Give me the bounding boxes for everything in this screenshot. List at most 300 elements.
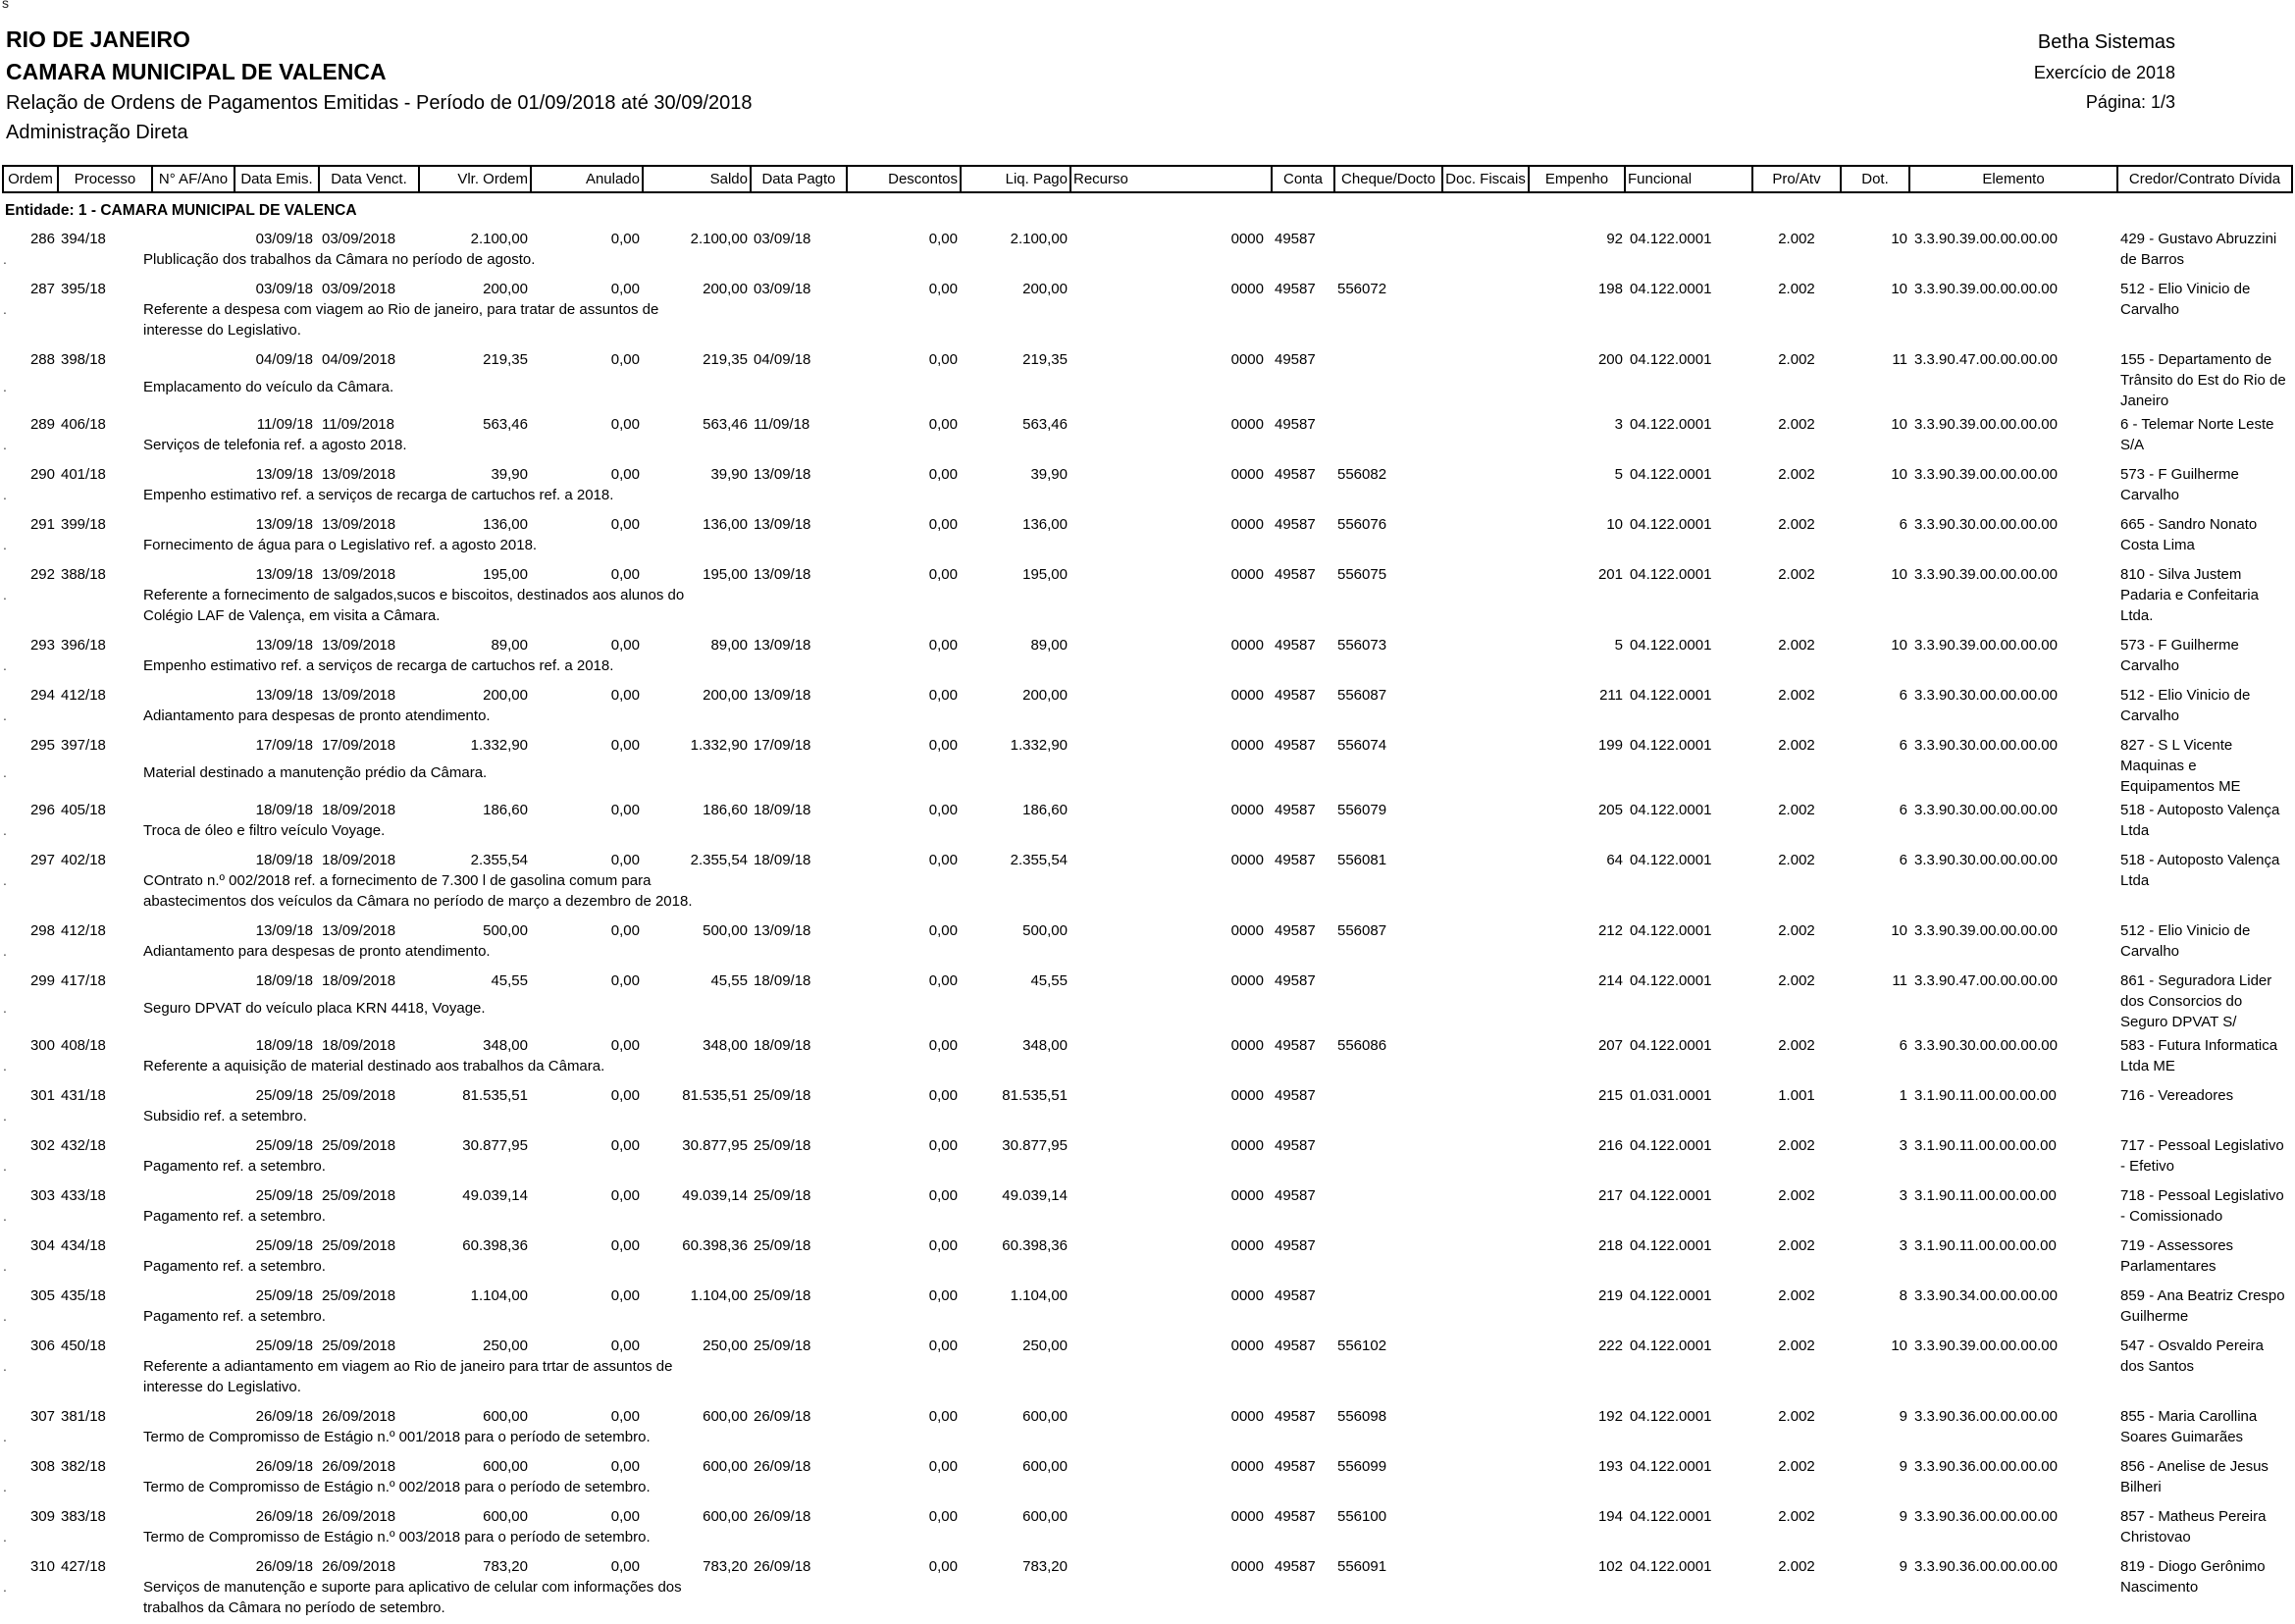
left-margin-dot: . [3, 1108, 7, 1124]
cell-recurso: 0000 [1230, 416, 1264, 433]
cell-cheque_docto [1334, 1132, 1442, 1156]
cell-data_pagto: 26/09/18 [754, 1408, 811, 1425]
cell-recurso: 0000 [1230, 802, 1264, 818]
cell-af_ano [152, 1182, 235, 1206]
cell-anulado: 0,00 [610, 351, 640, 368]
cell-data_emis: 13/09/18 [255, 922, 313, 939]
cell-credor: 719 - Assessores Parlamentares [2120, 1237, 2234, 1275]
cell-cheque_docto: 556087 [1337, 687, 1387, 704]
cell-af_ano [152, 917, 235, 941]
cell-elemento: 3.3.90.30.00.00.00.00 [1914, 687, 2058, 704]
left-margin-dot: . [3, 1308, 7, 1324]
cell-af_ano [152, 1453, 235, 1477]
cell-ordem: 306 [29, 1337, 55, 1354]
cell-liq_pago: 2.100,00 [1010, 231, 1068, 247]
row-description: COntrato n.º 002/2018 ref. a fornecimento de 7.300 l de gasolina comum para abastecimentos dos veículos da Câmara no período de março a dezembro de 2018. [143, 872, 693, 910]
cell-descontos: 0,00 [928, 687, 958, 704]
cell-vlr_ordem: 186,60 [483, 802, 528, 818]
row-description: Adiantamento para despesas de pronto atendimento. [143, 707, 491, 724]
cell-elemento: 3.3.90.39.00.00.00.00 [1914, 231, 2058, 247]
report-header-left [6, 24, 753, 147]
cell-anulado: 0,00 [610, 416, 640, 433]
cell-data_venct: 17/09/2018 [322, 737, 396, 754]
cell-data_venct: 26/09/2018 [322, 1558, 396, 1575]
cell-recurso: 0000 [1230, 1337, 1264, 1354]
cell-doc_fiscais [1442, 1453, 1529, 1477]
row-description: Fornecimento de água para o Legislativo ref. a agosto 2018. [143, 537, 538, 553]
cell-vlr_ordem: 49.039,14 [462, 1187, 528, 1204]
cell-af_ano [152, 1503, 235, 1527]
cell-conta: 49587 [1275, 852, 1316, 868]
cell-descontos: 0,00 [928, 1337, 958, 1354]
cell-data_pagto: 18/09/18 [754, 1037, 811, 1054]
cell-empenho: 200 [1597, 351, 1623, 368]
cell-dot: 6 [1899, 516, 1907, 533]
cell-descontos: 0,00 [928, 351, 958, 368]
cell-funcional: 04.122.0001 [1630, 1137, 1712, 1154]
cell-descontos: 0,00 [928, 281, 958, 297]
cell-recurso: 0000 [1230, 516, 1264, 533]
cell-conta: 49587 [1275, 1458, 1316, 1475]
cell-elemento: 3.1.90.11.00.00.00.00 [1914, 1237, 2057, 1254]
cell-data_venct: 25/09/2018 [322, 1237, 396, 1254]
cell-pro_atv: 2.002 [1778, 972, 1815, 989]
cell-recurso: 0000 [1230, 231, 1264, 247]
cell-pro_atv: 2.002 [1778, 281, 1815, 297]
cell-dot: 6 [1899, 852, 1907, 868]
cell-vlr_ordem: 30.877,95 [462, 1137, 528, 1154]
cell-data_pagto: 25/09/18 [754, 1287, 811, 1304]
cell-dot: 10 [1891, 1337, 1907, 1354]
cell-descontos: 0,00 [928, 1287, 958, 1304]
cell-saldo: 81.535,51 [682, 1087, 748, 1104]
cell-processo: 382/18 [61, 1458, 106, 1475]
cell-credor: 861 - Seguradora Lider dos Consorcios do Seguro DPVAT S/ [2120, 972, 2272, 1030]
cell-doc_fiscais [1442, 1182, 1529, 1206]
row-description: Pagamento ref. a setembro. [143, 1208, 326, 1225]
cell-cheque_docto: 556072 [1337, 281, 1387, 297]
cell-data_venct: 13/09/2018 [322, 466, 396, 483]
cell-conta: 49587 [1275, 972, 1316, 989]
cell-dot: 8 [1899, 1287, 1907, 1304]
cell-af_ano [152, 1032, 235, 1056]
column-header: Doc. Fiscais [1442, 166, 1529, 192]
row-description: Material destinado a manutenção prédio da Câmara. [143, 764, 488, 782]
cell-processo: 401/18 [61, 466, 106, 483]
cell-elemento: 3.3.90.39.00.00.00.00 [1914, 281, 2058, 297]
cell-data_pagto: 18/09/18 [754, 802, 811, 818]
cell-data_pagto: 25/09/18 [754, 1337, 811, 1354]
cell-ordem: 303 [29, 1187, 55, 1204]
cell-funcional: 04.122.0001 [1630, 1037, 1712, 1054]
cell-af_ano [152, 797, 235, 820]
cell-recurso: 0000 [1230, 1408, 1264, 1425]
cell-elemento: 3.3.90.30.00.00.00.00 [1914, 852, 2058, 868]
left-margin-dot: . [3, 537, 7, 552]
cell-pro_atv: 2.002 [1778, 1287, 1815, 1304]
left-margin-dot: . [3, 822, 7, 838]
cell-elemento: 3.3.90.39.00.00.00.00 [1914, 416, 2058, 433]
cell-ordem: 287 [29, 281, 55, 297]
cell-af_ano [152, 847, 235, 870]
cell-funcional: 04.122.0001 [1630, 351, 1712, 368]
cell-data_emis: 04/09/18 [255, 351, 313, 368]
cell-credor: 429 - Gustavo Abruzzini de Barros [2120, 231, 2277, 268]
cell-funcional: 04.122.0001 [1630, 687, 1712, 704]
cell-conta: 49587 [1275, 416, 1316, 433]
cell-cheque_docto [1334, 1082, 1442, 1106]
cell-conta: 49587 [1275, 1087, 1316, 1104]
row-description: Referente a adiantamento em viagem ao Rio de janeiro para trtar de assuntos de interesse do Legislativo. [143, 1358, 673, 1395]
cell-pro_atv: 2.002 [1778, 922, 1815, 939]
cell-saldo: 348,00 [703, 1037, 748, 1054]
cell-liq_pago: 39,90 [1030, 466, 1068, 483]
cell-conta: 49587 [1275, 1037, 1316, 1054]
cell-funcional: 04.122.0001 [1630, 1237, 1712, 1254]
cell-af_ano [152, 276, 235, 299]
row-description: Referente a aquisição de material destinado aos trabalhos da Câmara. [143, 1058, 605, 1074]
cell-funcional: 04.122.0001 [1630, 1187, 1712, 1204]
cell-anulado: 0,00 [610, 922, 640, 939]
cell-dot: 6 [1899, 802, 1907, 818]
cell-data_pagto: 26/09/18 [754, 1458, 811, 1475]
cell-data_pagto: 18/09/18 [754, 852, 811, 868]
entity-section [3, 192, 2292, 226]
left-margin-dot: . [3, 1058, 7, 1074]
cell-anulado: 0,00 [610, 516, 640, 533]
cell-processo: 396/18 [61, 637, 106, 654]
row-description: Troca de óleo e filtro veículo Voyage. [143, 822, 386, 839]
cell-cheque_docto: 556075 [1337, 566, 1387, 583]
cell-funcional: 01.031.0001 [1630, 1087, 1712, 1104]
cell-pro_atv: 2.002 [1778, 566, 1815, 583]
cell-pro_atv: 2.002 [1778, 1237, 1815, 1254]
cell-conta: 49587 [1275, 802, 1316, 818]
cell-vlr_ordem: 600,00 [483, 1408, 528, 1425]
cell-data_pagto: 11/09/18 [754, 416, 810, 433]
cell-ordem: 310 [29, 1558, 55, 1575]
table-row [3, 1403, 2292, 1453]
cell-empenho: 219 [1597, 1287, 1623, 1304]
cell-credor: 810 - Silva Justem Padaria e Confeitaria Ltda. [2120, 566, 2259, 624]
cell-data_pagto: 18/09/18 [754, 972, 811, 989]
cell-anulado: 0,00 [610, 1187, 640, 1204]
cell-data_venct: 26/09/2018 [322, 1508, 396, 1525]
cell-recurso: 0000 [1230, 1558, 1264, 1575]
cell-data_venct: 18/09/2018 [322, 1037, 396, 1054]
cell-dot: 10 [1891, 922, 1907, 939]
column-header: Descontos [847, 166, 961, 192]
cell-liq_pago: 563,46 [1022, 416, 1068, 433]
cell-descontos: 0,00 [928, 1087, 958, 1104]
cell-credor: 855 - Maria Carollina Soares Guimarães [2120, 1408, 2258, 1445]
cell-descontos: 0,00 [928, 416, 958, 433]
cell-elemento: 3.3.90.30.00.00.00.00 [1914, 1037, 2058, 1054]
cell-saldo: 600,00 [703, 1508, 748, 1525]
table-row [3, 1182, 2292, 1232]
cell-processo: 405/18 [61, 802, 106, 818]
cell-credor: 518 - Autoposto Valença Ltda [2120, 802, 2280, 839]
column-header: Saldo [643, 166, 751, 192]
cell-anulado: 0,00 [610, 687, 640, 704]
cell-pro_atv: 2.002 [1778, 852, 1815, 868]
cell-vlr_ordem: 783,20 [483, 1558, 528, 1575]
cell-recurso: 0000 [1230, 1187, 1264, 1204]
cell-liq_pago: 186,60 [1022, 802, 1068, 818]
cell-cheque_docto: 556098 [1337, 1408, 1387, 1425]
table-header-row [3, 166, 2292, 192]
cell-funcional: 04.122.0001 [1630, 1337, 1712, 1354]
cell-data_venct: 25/09/2018 [322, 1337, 396, 1354]
cell-data_pagto: 25/09/18 [754, 1237, 811, 1254]
cell-vlr_ordem: 89,00 [491, 637, 528, 654]
cell-ordem: 292 [29, 566, 55, 583]
cell-credor: 665 - Sandro Nonato Costa Lima [2120, 516, 2258, 553]
cell-ordem: 291 [29, 516, 55, 533]
cell-saldo: 1.104,00 [690, 1287, 748, 1304]
cell-liq_pago: 136,00 [1022, 516, 1068, 533]
cell-pro_atv: 2.002 [1778, 1558, 1815, 1575]
cell-recurso: 0000 [1230, 1137, 1264, 1154]
cell-descontos: 0,00 [928, 637, 958, 654]
cell-anulado: 0,00 [610, 1508, 640, 1525]
cell-vlr_ordem: 250,00 [483, 1337, 528, 1354]
cell-data_venct: 25/09/2018 [322, 1187, 396, 1204]
cell-data_pagto: 17/09/18 [754, 737, 811, 754]
cell-conta: 49587 [1275, 922, 1316, 939]
cell-empenho: 102 [1597, 1558, 1623, 1575]
cell-descontos: 0,00 [928, 802, 958, 818]
cell-pro_atv: 2.002 [1778, 1458, 1815, 1475]
cell-credor: 573 - F Guilherme Carvalho [2120, 466, 2239, 503]
row-description: Termo de Compromisso de Estágio n.º 002/2018 para o período de setembro. [143, 1479, 651, 1495]
cell-elemento: 3.3.90.34.00.00.00.00 [1914, 1287, 2058, 1304]
cell-saldo: 783,20 [703, 1558, 748, 1575]
left-margin-dot: . [3, 1529, 7, 1545]
cell-pro_atv: 2.002 [1778, 1408, 1815, 1425]
cell-descontos: 0,00 [928, 1558, 958, 1575]
left-margin-dot: . [3, 379, 7, 395]
cell-conta: 49587 [1275, 1137, 1316, 1154]
row-description: Plublicação dos trabalhos da Câmara no período de agosto. [143, 251, 536, 268]
cell-data_venct: 13/09/2018 [322, 566, 396, 583]
cell-funcional: 04.122.0001 [1630, 281, 1712, 297]
cell-empenho: 192 [1597, 1408, 1623, 1425]
cell-recurso: 0000 [1230, 281, 1264, 297]
cell-credor: 819 - Diogo Gerônimo Nascimento [2120, 1558, 2266, 1596]
cell-af_ano [152, 632, 235, 655]
cell-data_venct: 13/09/2018 [322, 922, 396, 939]
cell-conta: 49587 [1275, 1558, 1316, 1575]
column-header: Elemento [1909, 166, 2117, 192]
left-margin-dot: . [3, 301, 7, 317]
cell-saldo: 200,00 [703, 281, 748, 297]
cell-af_ano [152, 968, 235, 998]
cell-recurso: 0000 [1230, 1237, 1264, 1254]
cell-ordem: 304 [29, 1237, 55, 1254]
left-margin-dot: . [3, 943, 7, 959]
cell-credor: 718 - Pessoal Legislativo - Comissionado [2120, 1187, 2284, 1225]
cell-pro_atv: 2.002 [1778, 802, 1815, 818]
cell-saldo: 39,90 [710, 466, 748, 483]
cell-credor: 547 - Osvaldo Pereira dos Santos [2120, 1337, 2264, 1375]
cell-descontos: 0,00 [928, 1237, 958, 1254]
table-row [3, 411, 2292, 461]
cell-vlr_ordem: 348,00 [483, 1037, 528, 1054]
cell-funcional: 04.122.0001 [1630, 972, 1712, 989]
cell-data_pagto: 04/09/18 [754, 351, 811, 368]
cell-saldo: 500,00 [703, 922, 748, 939]
cell-descontos: 0,00 [928, 231, 958, 247]
cell-empenho: 5 [1614, 637, 1623, 654]
left-margin-dot: . [3, 707, 7, 723]
cell-ordem: 301 [29, 1087, 55, 1104]
cell-cheque_docto: 556081 [1337, 852, 1387, 868]
cell-af_ano [152, 1553, 235, 1577]
cell-conta: 49587 [1275, 1508, 1316, 1525]
cell-descontos: 0,00 [928, 1187, 958, 1204]
left-margin-dot: . [3, 251, 7, 267]
cell-conta: 49587 [1275, 637, 1316, 654]
left-margin-dot: . [3, 437, 7, 452]
cell-recurso: 0000 [1230, 1458, 1264, 1475]
cell-liq_pago: 81.535,51 [1002, 1087, 1068, 1104]
cell-recurso: 0000 [1230, 637, 1264, 654]
cell-cheque_docto [1334, 1232, 1442, 1256]
cell-liq_pago: 60.398,36 [1002, 1237, 1068, 1254]
cell-saldo: 600,00 [703, 1458, 748, 1475]
cell-recurso: 0000 [1230, 852, 1264, 868]
cell-data_pagto: 03/09/18 [754, 281, 811, 297]
cell-data_emis: 26/09/18 [255, 1408, 313, 1425]
column-header: Cheque/Docto [1334, 166, 1442, 192]
cell-dot: 10 [1891, 566, 1907, 583]
cell-data_venct: 04/09/2018 [322, 351, 396, 368]
cell-recurso: 0000 [1230, 687, 1264, 704]
cell-ordem: 293 [29, 637, 55, 654]
cell-dot: 6 [1899, 687, 1907, 704]
cell-vlr_ordem: 45,55 [491, 972, 528, 989]
cell-anulado: 0,00 [610, 1137, 640, 1154]
cell-empenho: 217 [1597, 1187, 1623, 1204]
row-description: Pagamento ref. a setembro. [143, 1308, 326, 1325]
cell-doc_fiscais [1442, 732, 1529, 762]
cell-saldo: 49.039,14 [682, 1187, 748, 1204]
cell-cheque_docto [1334, 226, 1442, 249]
cell-processo: 395/18 [61, 281, 106, 297]
cell-elemento: 3.1.90.11.00.00.00.00 [1914, 1187, 2057, 1204]
cell-vlr_ordem: 600,00 [483, 1458, 528, 1475]
cell-empenho: 214 [1597, 972, 1623, 989]
cell-anulado: 0,00 [610, 1458, 640, 1475]
cell-elemento: 3.3.90.39.00.00.00.00 [1914, 466, 2058, 483]
cell-doc_fiscais [1442, 968, 1529, 998]
cell-elemento: 3.3.90.39.00.00.00.00 [1914, 922, 2058, 939]
cell-elemento: 3.3.90.47.00.00.00.00 [1914, 972, 2058, 989]
cell-recurso: 0000 [1230, 566, 1264, 583]
left-margin-dot: . [3, 1158, 7, 1174]
cell-processo: 433/18 [61, 1187, 106, 1204]
cell-descontos: 0,00 [928, 516, 958, 533]
cell-vlr_ordem: 600,00 [483, 1508, 528, 1525]
cell-processo: 388/18 [61, 566, 106, 583]
cell-empenho: 222 [1597, 1337, 1623, 1354]
cell-liq_pago: 600,00 [1022, 1508, 1068, 1525]
report-title: Relação de Ordens de Pagamentos Emitidas - Período de 01/09/2018 até 30/09/2018 [6, 92, 753, 114]
cell-anulado: 0,00 [610, 972, 640, 989]
cell-data_venct: 25/09/2018 [322, 1287, 396, 1304]
cell-processo: 408/18 [61, 1037, 106, 1054]
cell-empenho: 5 [1614, 466, 1623, 483]
cell-pro_atv: 2.002 [1778, 351, 1815, 368]
cell-elemento: 3.3.90.30.00.00.00.00 [1914, 802, 2058, 818]
cell-elemento: 3.3.90.36.00.00.00.00 [1914, 1458, 2058, 1475]
cell-descontos: 0,00 [928, 566, 958, 583]
cell-af_ano [152, 346, 235, 377]
cell-data_emis: 13/09/18 [255, 637, 313, 654]
cell-dot: 3 [1899, 1187, 1907, 1204]
cell-liq_pago: 195,00 [1022, 566, 1068, 583]
left-margin-dot: . [3, 1579, 7, 1595]
table-row [3, 732, 2292, 797]
cell-empenho: 3 [1614, 416, 1623, 433]
cell-processo: 397/18 [61, 737, 106, 754]
cell-cheque_docto: 556074 [1337, 737, 1387, 754]
cell-ordem: 299 [29, 972, 55, 989]
left-margin-dot: . [3, 872, 7, 888]
cell-data_emis: 13/09/18 [255, 516, 313, 533]
cell-dot: 6 [1899, 737, 1907, 754]
cell-recurso: 0000 [1230, 922, 1264, 939]
cell-af_ano [152, 411, 235, 435]
cell-saldo: 2.100,00 [690, 231, 748, 247]
cell-pro_atv: 2.002 [1778, 1337, 1815, 1354]
cell-conta: 49587 [1275, 737, 1316, 754]
cell-data_venct: 18/09/2018 [322, 802, 396, 818]
cell-af_ano [152, 1132, 235, 1156]
cell-data_venct: 13/09/2018 [322, 637, 396, 654]
cell-data_venct: 26/09/2018 [322, 1408, 396, 1425]
left-margin-dot: . [3, 1258, 7, 1274]
cell-saldo: 563,46 [703, 416, 748, 433]
system-name: Betha Sistemas [2037, 31, 2175, 53]
cell-anulado: 0,00 [610, 1558, 640, 1575]
cell-processo: 434/18 [61, 1237, 106, 1254]
cell-ordem: 302 [29, 1137, 55, 1154]
cell-recurso: 0000 [1230, 351, 1264, 368]
cell-doc_fiscais [1442, 1333, 1529, 1356]
cell-data_emis: 13/09/18 [255, 687, 313, 704]
cell-data_pagto: 13/09/18 [754, 466, 811, 483]
cell-doc_fiscais [1442, 346, 1529, 377]
cell-ordem: 289 [29, 416, 55, 433]
cell-funcional: 04.122.0001 [1630, 852, 1712, 868]
cell-data_venct: 03/09/2018 [322, 281, 396, 297]
cell-ordem: 307 [29, 1408, 55, 1425]
cell-af_ano [152, 561, 235, 585]
cell-doc_fiscais [1442, 1553, 1529, 1577]
left-margin-dot: . [3, 657, 7, 673]
row-description: Termo de Compromisso de Estágio n.º 001/2018 para o período de setembro. [143, 1429, 651, 1445]
cell-credor: 859 - Ana Beatriz Crespo Guilherme [2120, 1287, 2285, 1325]
cell-credor: 155 - Departamento de Trânsito do Est do Rio de Janeiro [2120, 351, 2286, 409]
table-row [3, 632, 2292, 682]
cell-pro_atv: 2.002 [1778, 1508, 1815, 1525]
cell-data_pagto: 03/09/18 [754, 231, 811, 247]
cell-data_emis: 25/09/18 [255, 1337, 313, 1354]
cell-cheque_docto [1334, 411, 1442, 435]
cell-ordem: 305 [29, 1287, 55, 1304]
